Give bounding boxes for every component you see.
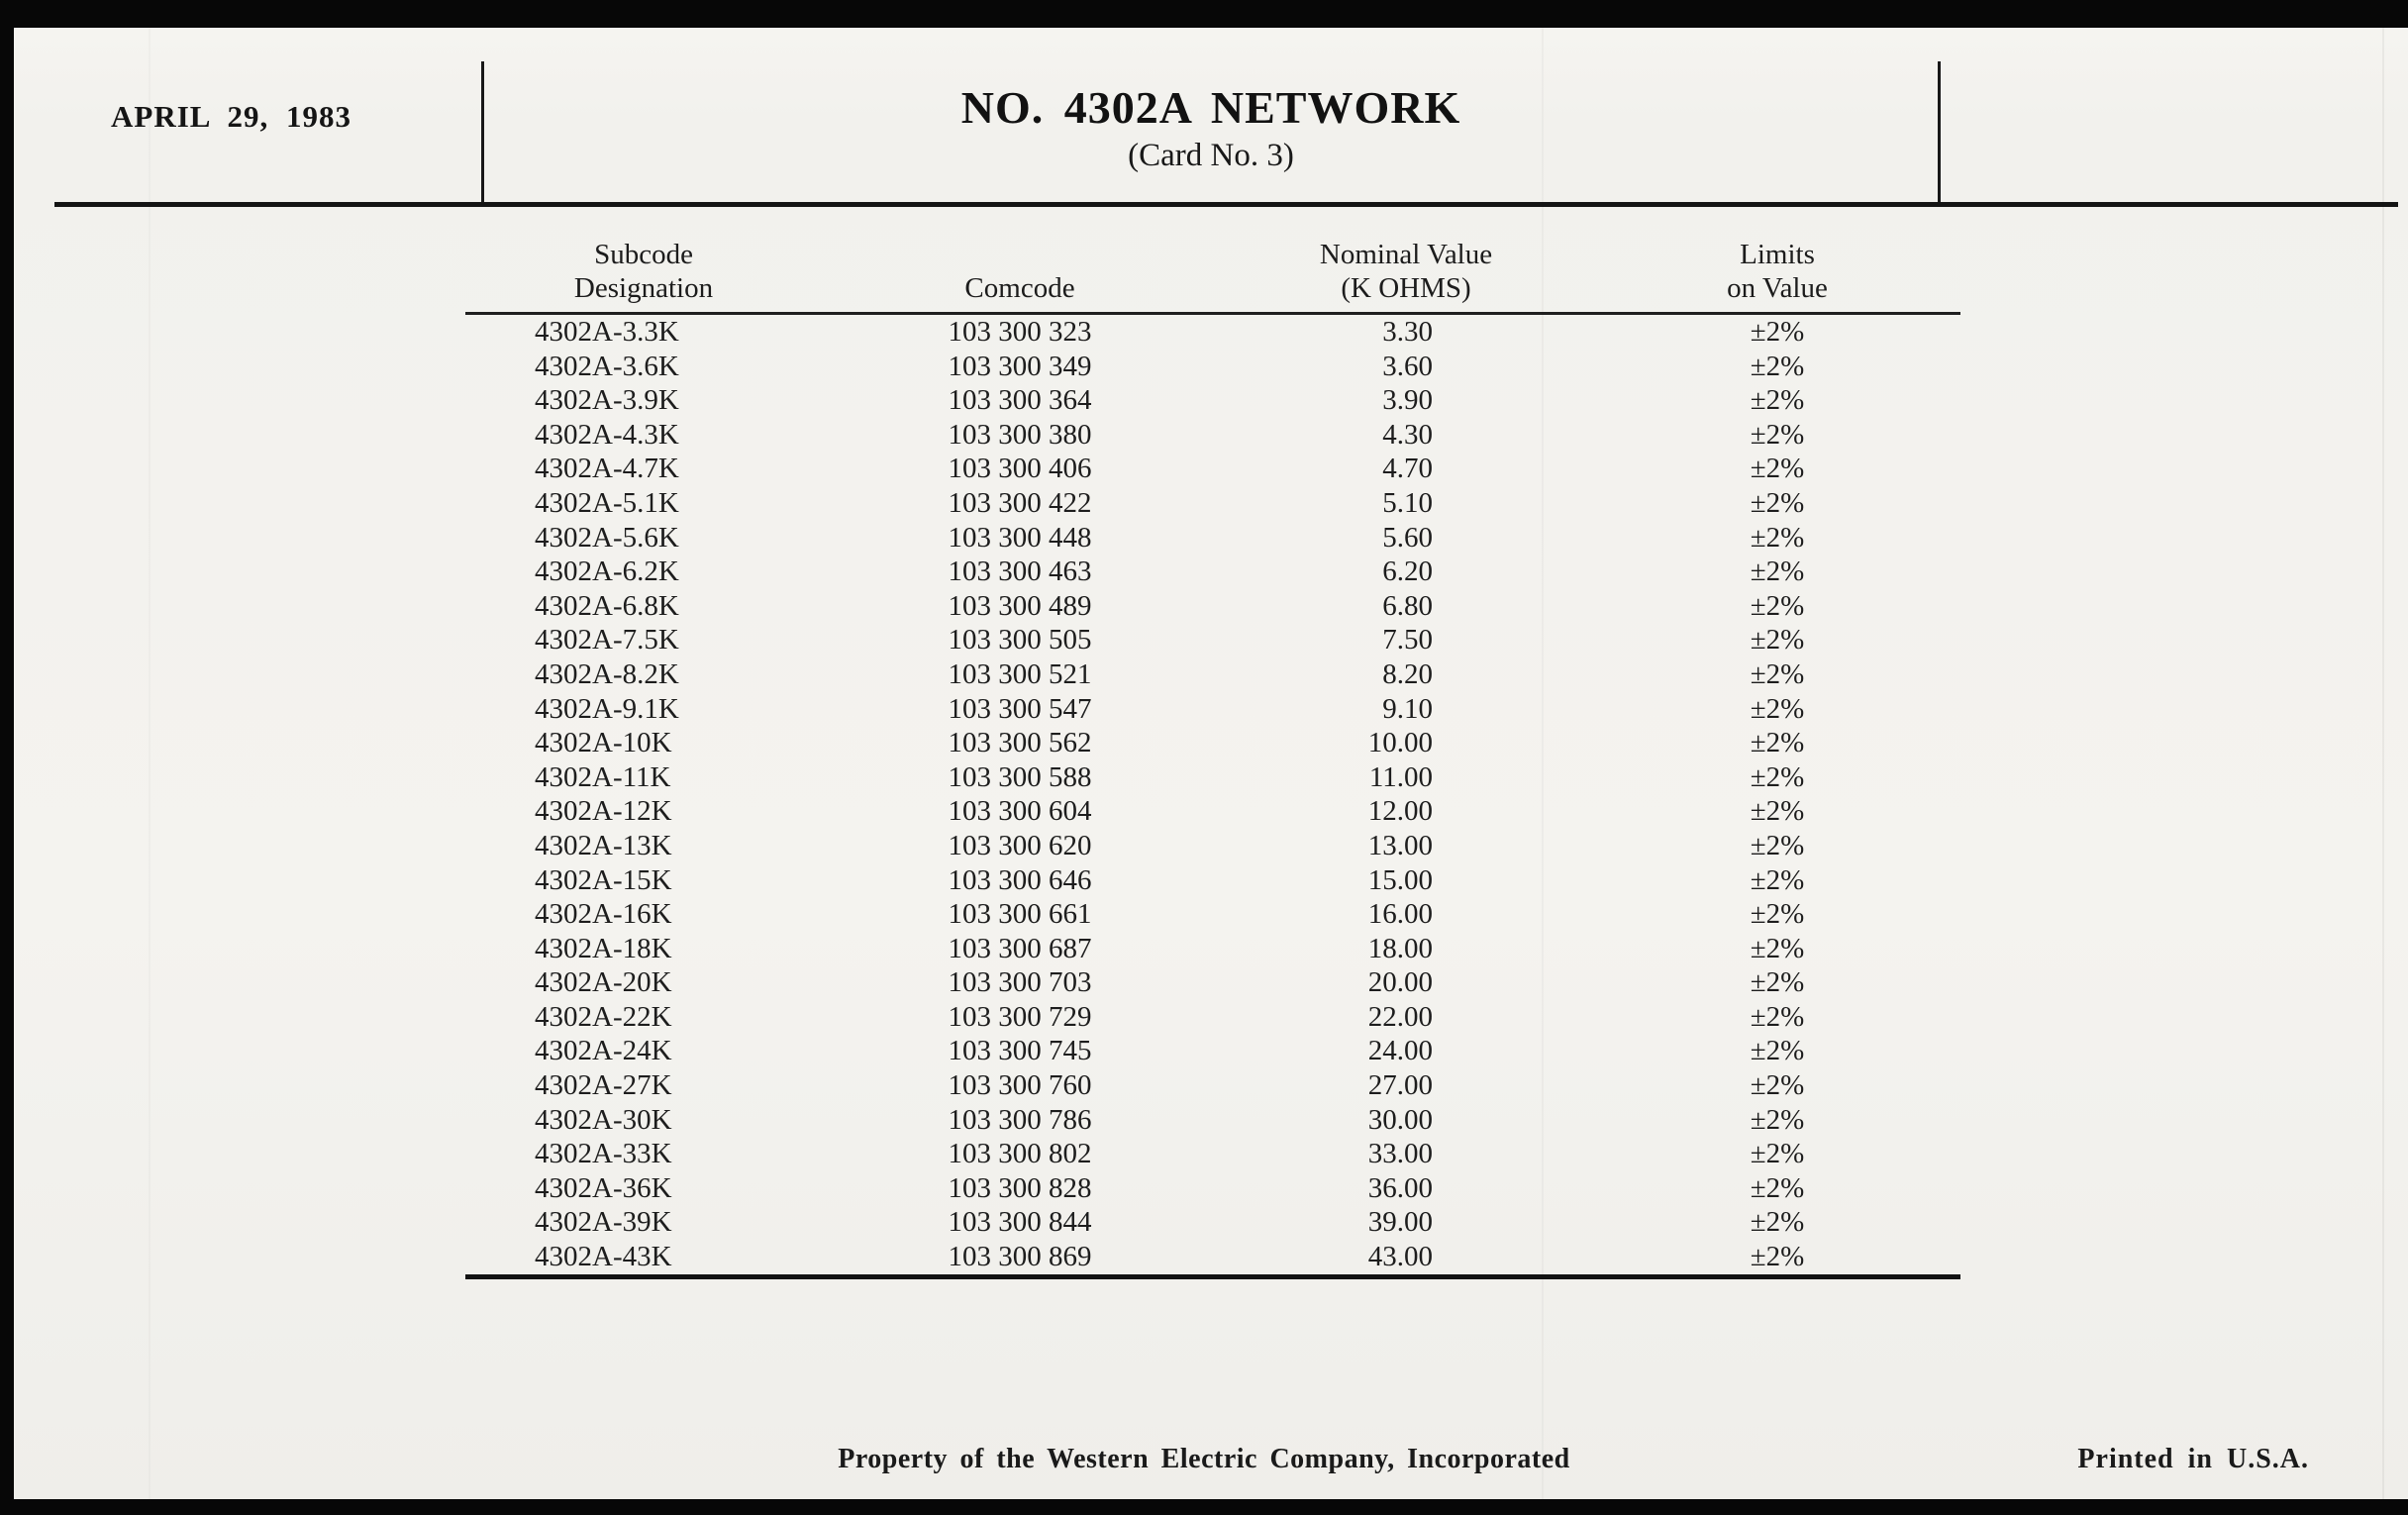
nominal-value-cell: 24.00 (1367, 1035, 1433, 1067)
scan-edge-bottom (0, 1499, 2408, 1515)
comcode-cell: 103 300 802 (948, 1138, 1092, 1170)
subcode-cell: 4302A-12K (535, 795, 672, 828)
document-title: NO. 4302A NETWORK (960, 82, 1461, 133)
comcode-cell: 103 300 604 (948, 795, 1092, 828)
comcode-cell: 103 300 588 (948, 760, 1092, 793)
printed-in-usa: Printed in U.S.A. (2077, 1444, 2309, 1474)
comcode-cell: 103 300 489 (948, 589, 1092, 622)
subcode-cell: 4302A-36K (535, 1171, 672, 1204)
subcode-cell: 4302A-3.6K (535, 350, 679, 382)
limits-cell: ±2% (1750, 486, 1805, 519)
limits-cell: ±2% (1750, 966, 1805, 999)
nominal-value-cell: 12.00 (1367, 795, 1433, 828)
subcode-cell: 4302A-6.2K (535, 556, 679, 588)
comcode-cell: 103 300 703 (948, 966, 1092, 999)
table-row (465, 452, 1960, 486)
nominal-value-cell: 27.00 (1367, 1069, 1433, 1102)
table-row (465, 1240, 1960, 1274)
table-row (465, 486, 1960, 521)
limits-cell: ±2% (1750, 589, 1805, 622)
table-header-row (465, 232, 1960, 305)
comcode-cell: 103 300 380 (948, 418, 1092, 451)
subcode-cell: 4302A-8.2K (535, 657, 679, 690)
limits-cell: ±2% (1750, 829, 1805, 861)
table-row (465, 657, 1960, 692)
comcode-cell: 103 300 687 (948, 932, 1092, 964)
table-body (465, 315, 1960, 1274)
network-table (465, 232, 1960, 1279)
subcode-cell: 4302A-22K (535, 1000, 672, 1033)
column-header-line: (K OHMS) (1341, 272, 1471, 304)
comcode-cell: 103 300 844 (948, 1206, 1092, 1239)
column-header-line: Comcode (964, 272, 1075, 304)
table-bottom-rule (465, 1274, 1960, 1279)
column-header-limits (1594, 232, 1960, 305)
table-row (465, 965, 1960, 1000)
limits-cell: ±2% (1750, 1103, 1805, 1136)
nominal-value-cell: 8.20 (1382, 657, 1433, 690)
comcode-cell: 103 300 323 (948, 316, 1092, 348)
table-row (465, 829, 1960, 863)
nominal-value-cell: 6.20 (1382, 556, 1433, 588)
subcode-cell: 4302A-7.5K (535, 624, 679, 656)
limits-cell: ±2% (1750, 898, 1805, 931)
comcode-cell: 103 300 562 (948, 727, 1092, 759)
comcode-cell: 103 300 463 (948, 556, 1092, 588)
subcode-cell: 4302A-11K (535, 760, 671, 793)
nominal-value-cell: 43.00 (1367, 1241, 1433, 1273)
comcode-cell: 103 300 448 (948, 521, 1092, 554)
table-row (465, 418, 1960, 453)
scan-edge-top (0, 0, 2408, 28)
comcode-cell: 103 300 745 (948, 1035, 1092, 1067)
title-block (481, 81, 1941, 174)
nominal-value-cell: 39.00 (1367, 1206, 1433, 1239)
limits-cell: ±2% (1750, 384, 1805, 417)
comcode-cell: 103 300 646 (948, 863, 1092, 896)
limits-cell: ±2% (1750, 1138, 1805, 1170)
comcode-cell: 103 300 786 (948, 1103, 1092, 1136)
limits-cell: ±2% (1750, 316, 1805, 348)
subcode-cell: 4302A-3.9K (535, 384, 679, 417)
nominal-value-cell: 9.10 (1382, 692, 1433, 725)
column-header-line: Designation (573, 272, 714, 304)
subcode-cell: 4302A-27K (535, 1069, 672, 1102)
limits-cell: ±2% (1750, 657, 1805, 690)
comcode-cell: 103 300 422 (948, 486, 1092, 519)
table-row (465, 383, 1960, 418)
nominal-value-cell: 36.00 (1367, 1171, 1433, 1204)
nominal-value-cell: 15.00 (1367, 863, 1433, 896)
limits-cell: ±2% (1750, 1000, 1805, 1033)
subcode-cell: 4302A-30K (535, 1103, 672, 1136)
nominal-value-cell: 5.60 (1382, 521, 1433, 554)
limits-cell: ±2% (1750, 350, 1805, 382)
limits-cell: ±2% (1750, 418, 1805, 451)
comcode-cell: 103 300 729 (948, 1000, 1092, 1033)
nominal-value-cell: 4.70 (1382, 453, 1433, 485)
comcode-cell: 103 300 406 (948, 453, 1092, 485)
limits-cell: ±2% (1750, 521, 1805, 554)
subcode-cell: 4302A-18K (535, 932, 672, 964)
table-row (465, 863, 1960, 898)
nominal-value-cell: 5.10 (1382, 486, 1433, 519)
column-header-line: Subcode (594, 239, 693, 270)
table-row (465, 932, 1960, 966)
limits-cell: ±2% (1750, 1241, 1805, 1273)
scan-edge-left (0, 0, 14, 1515)
property-notice: Property of the Western Electric Company, Incorporated (838, 1444, 1570, 1474)
subcode-cell: 4302A-9.1K (535, 692, 679, 725)
limits-cell: ±2% (1750, 932, 1805, 964)
table-row (465, 315, 1960, 350)
column-header-subcode (465, 232, 822, 305)
subcode-cell: 4302A-5.6K (535, 521, 679, 554)
table-row (465, 1205, 1960, 1240)
table-row (465, 794, 1960, 829)
limits-cell: ±2% (1750, 1206, 1805, 1239)
table-row (465, 555, 1960, 589)
limits-cell: ±2% (1750, 1171, 1805, 1204)
table-row (465, 897, 1960, 932)
column-header-line: Nominal Value (1319, 239, 1493, 270)
document-date: APRIL 29, 1983 (111, 99, 351, 134)
comcode-cell: 103 300 521 (948, 657, 1092, 690)
subcode-cell: 4302A-5.1K (535, 486, 679, 519)
nominal-value-cell: 22.00 (1367, 1000, 1433, 1033)
column-header-nominal-value (1218, 232, 1594, 305)
comcode-cell: 103 300 828 (948, 1171, 1092, 1204)
nominal-value-cell: 30.00 (1367, 1103, 1433, 1136)
subcode-cell: 4302A-39K (535, 1206, 672, 1239)
table-row (465, 692, 1960, 727)
limits-cell: ±2% (1750, 760, 1805, 793)
table-row (465, 521, 1960, 556)
limits-cell: ±2% (1750, 1035, 1805, 1067)
nominal-value-cell: 10.00 (1367, 727, 1433, 759)
limits-cell: ±2% (1750, 1069, 1805, 1102)
limits-cell: ±2% (1750, 624, 1805, 656)
comcode-cell: 103 300 760 (948, 1069, 1092, 1102)
limits-cell: ±2% (1750, 727, 1805, 759)
subcode-cell: 4302A-16K (535, 898, 672, 931)
subcode-cell: 4302A-4.7K (535, 453, 679, 485)
comcode-cell: 103 300 349 (948, 350, 1092, 382)
limits-cell: ±2% (1750, 692, 1805, 725)
nominal-value-cell: 3.60 (1382, 350, 1433, 382)
table-row (465, 1137, 1960, 1171)
header-rule (54, 202, 2398, 207)
comcode-cell: 103 300 505 (948, 624, 1092, 656)
nominal-value-cell: 20.00 (1367, 966, 1433, 999)
nominal-value-cell: 33.00 (1367, 1138, 1433, 1170)
nominal-value-cell: 4.30 (1382, 418, 1433, 451)
subcode-cell: 4302A-33K (535, 1138, 672, 1170)
nominal-value-cell: 3.90 (1382, 384, 1433, 417)
subcode-cell: 4302A-20K (535, 966, 672, 999)
subcode-cell: 4302A-10K (535, 727, 672, 759)
limits-cell: ±2% (1750, 453, 1805, 485)
limits-cell: ±2% (1750, 863, 1805, 896)
table-row (465, 1068, 1960, 1103)
comcode-cell: 103 300 869 (948, 1241, 1092, 1273)
table-row (465, 350, 1960, 384)
subcode-cell: 4302A-15K (535, 863, 672, 896)
table-row (465, 1103, 1960, 1138)
limits-cell: ±2% (1750, 556, 1805, 588)
table-row (465, 1034, 1960, 1068)
column-header-line: Limits (1740, 239, 1815, 270)
subcode-cell: 4302A-13K (535, 829, 672, 861)
limits-cell: ±2% (1750, 795, 1805, 828)
column-header-comcode (822, 232, 1218, 305)
nominal-value-cell: 16.00 (1367, 898, 1433, 931)
nominal-value-cell: 13.00 (1367, 829, 1433, 861)
comcode-cell: 103 300 364 (948, 384, 1092, 417)
nominal-value-cell: 6.80 (1382, 589, 1433, 622)
subcode-cell: 4302A-24K (535, 1035, 672, 1067)
table-row (465, 726, 1960, 760)
table-row (465, 589, 1960, 624)
subcode-cell: 4302A-4.3K (535, 418, 679, 451)
nominal-value-cell: 7.50 (1382, 624, 1433, 656)
nominal-value-cell: 18.00 (1367, 932, 1433, 964)
table-row (465, 623, 1960, 657)
nominal-value-cell: 3.30 (1382, 316, 1433, 348)
comcode-cell: 103 300 620 (948, 829, 1092, 861)
table-row (465, 760, 1960, 795)
subcode-cell: 4302A-3.3K (535, 316, 679, 348)
table-row (465, 1000, 1960, 1035)
comcode-cell: 103 300 661 (948, 898, 1092, 931)
subcode-cell: 4302A-6.8K (535, 589, 679, 622)
comcode-cell: 103 300 547 (948, 692, 1092, 725)
document-subtitle: (Card No. 3) (1128, 138, 1294, 173)
table-row (465, 1171, 1960, 1206)
nominal-value-cell: 11.00 (1368, 760, 1433, 793)
subcode-cell: 4302A-43K (535, 1241, 672, 1273)
column-header-line: on Value (1727, 272, 1828, 304)
